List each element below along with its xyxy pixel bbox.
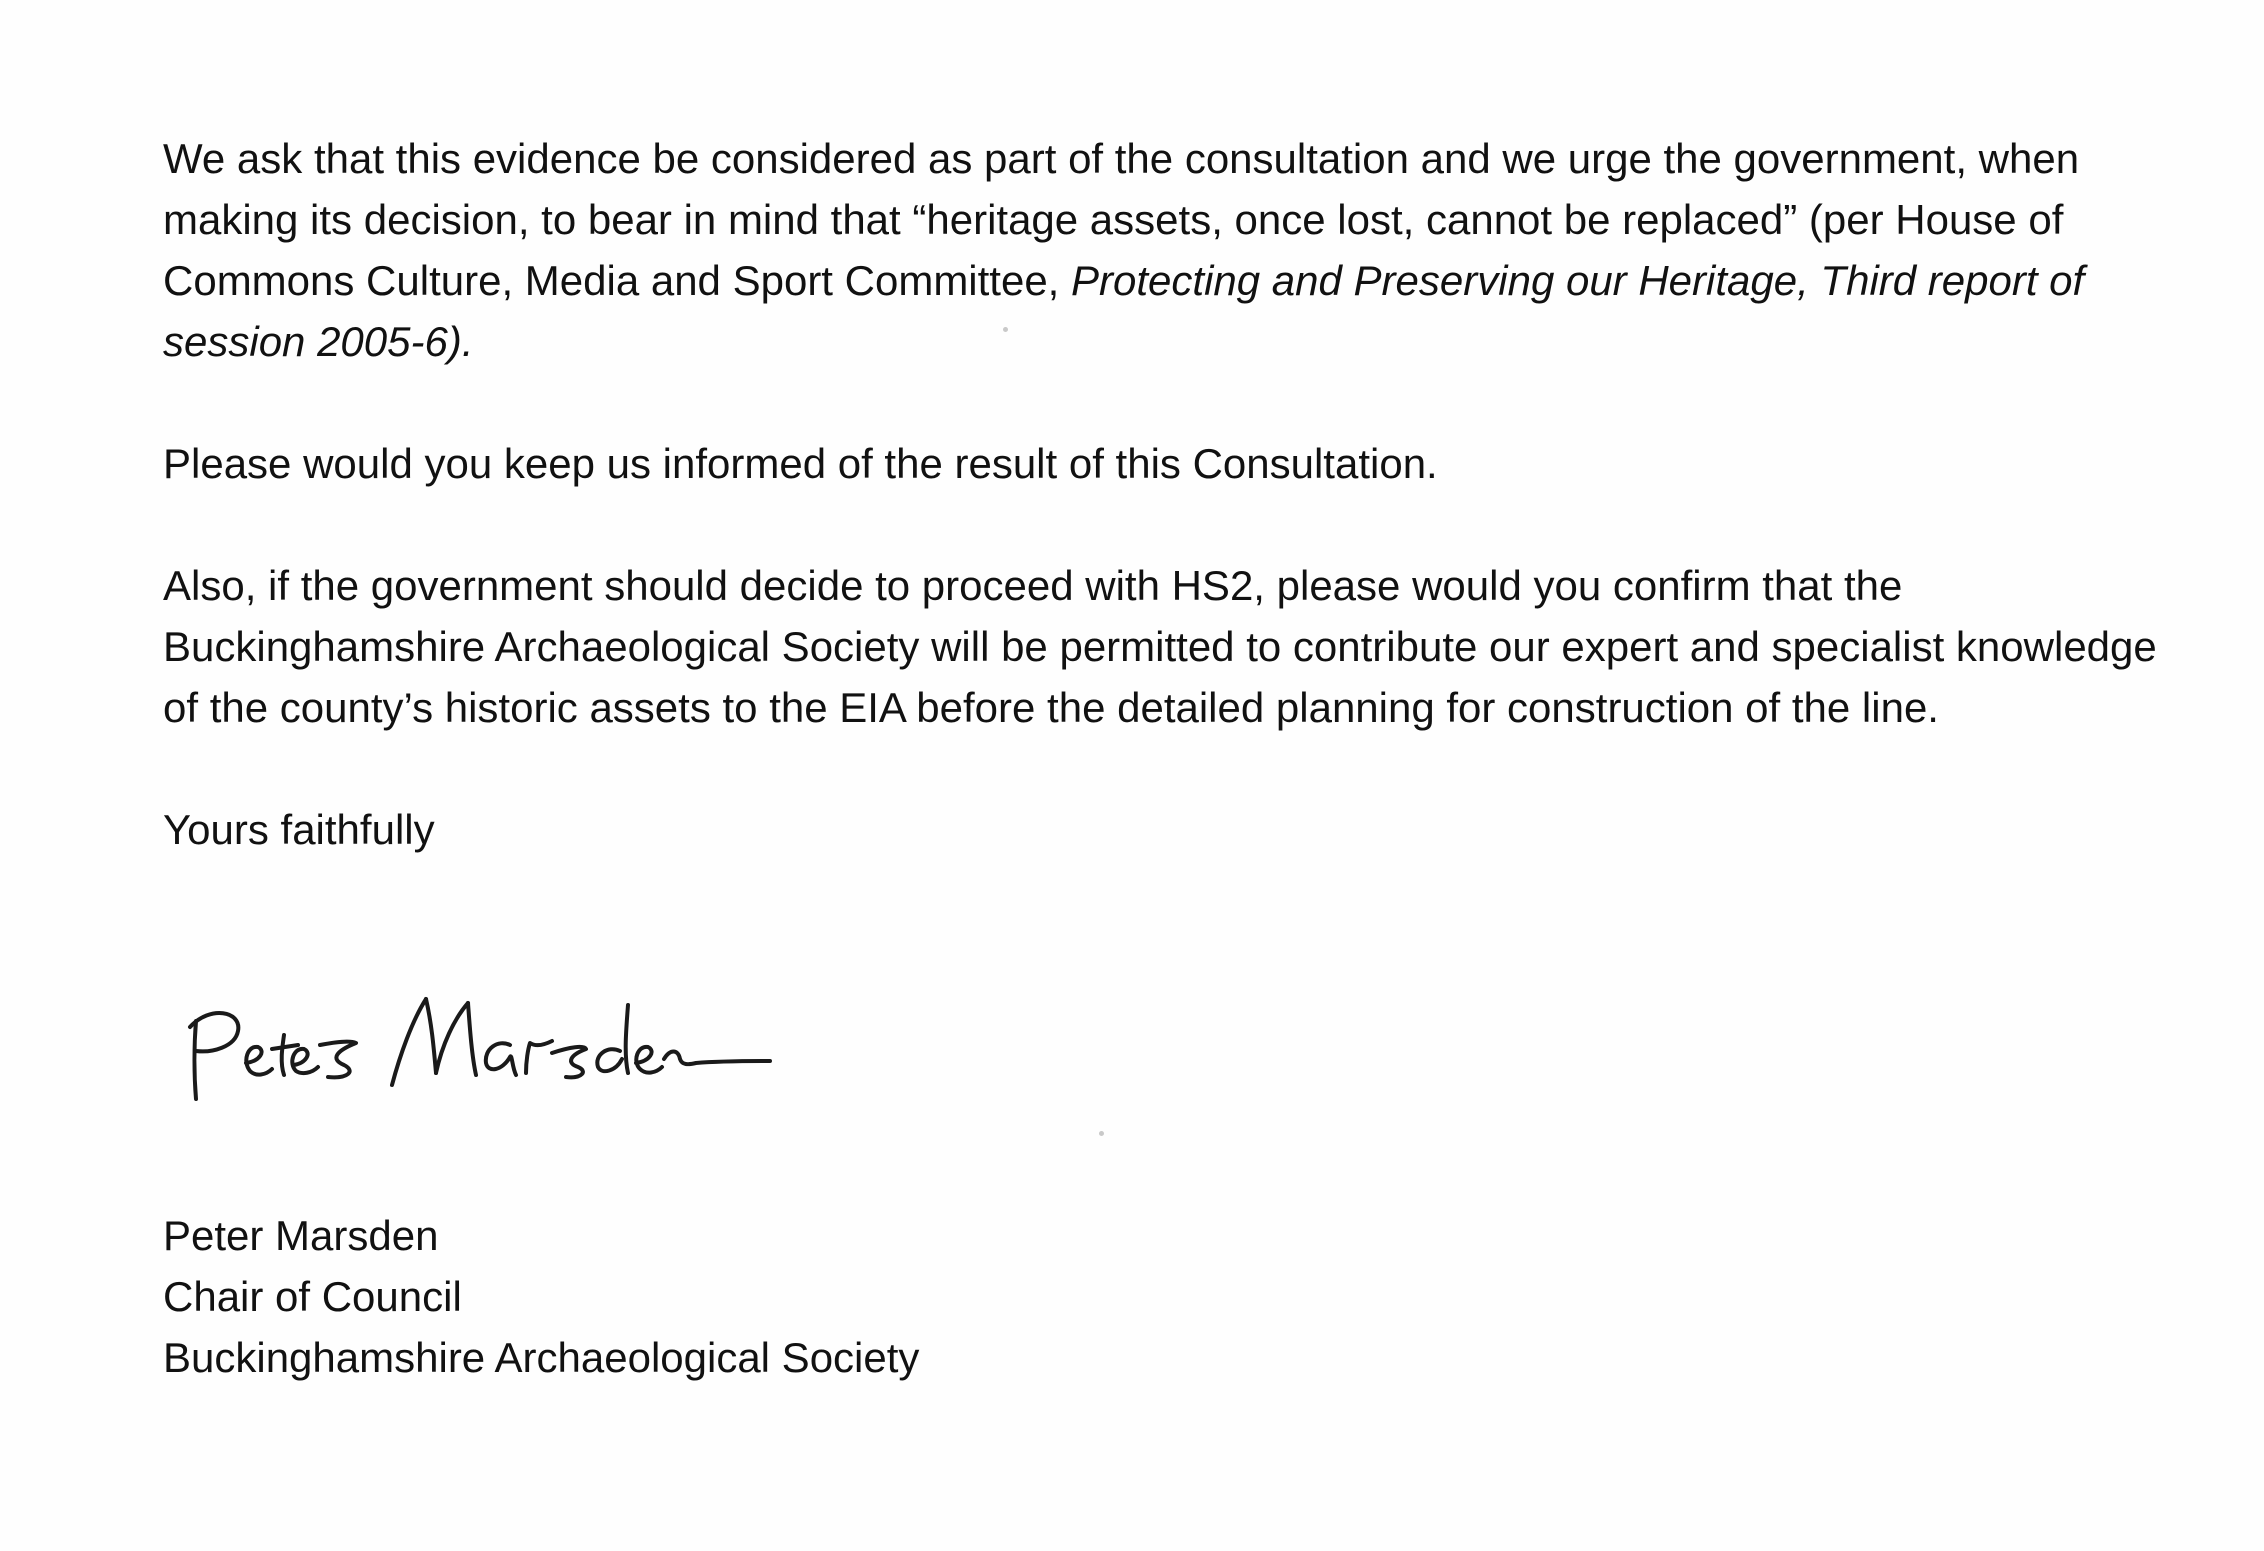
paragraph-hs2-request: Also, if the government should decide to proceed with HS2, please would you confirm that the Buckinghamshire Archaeological Society will be permitted to contribute our expert and specialist knowledge of the county’s historic assets to the EIA before the detailed planning for construction of the line. [163, 562, 2157, 731]
signatory-name: Peter Marsden [163, 1212, 439, 1259]
scan-speck [1003, 327, 1008, 332]
letter-body [163, 128, 2183, 860]
handwritten-signature [180, 975, 820, 1115]
paragraph-consultation-evidence-text: We ask that this evidence be considered as part of the consultation and we urge the government, when making its decision, to bear in mind that “heritage assets, once lost, cannot be replaced” (per House of Commons Culture, Media and Sport Committee, [163, 135, 2080, 304]
signatory-block [163, 1205, 919, 1388]
closing-salutation: Yours faithfully [163, 806, 435, 853]
paragraph-consultation-evidence [163, 128, 2183, 372]
report-citation: Protecting and Preserving our Heritage, Third report of session 2005-6). [163, 257, 2085, 365]
signatory-organisation: Buckinghamshire Archaeological Society [163, 1334, 920, 1381]
paragraph-keep-informed: Please would you keep us informed of the result of this Consultation. [163, 440, 1438, 487]
signatory-title: Chair of Council [163, 1273, 462, 1320]
scan-speck [1099, 1131, 1104, 1136]
